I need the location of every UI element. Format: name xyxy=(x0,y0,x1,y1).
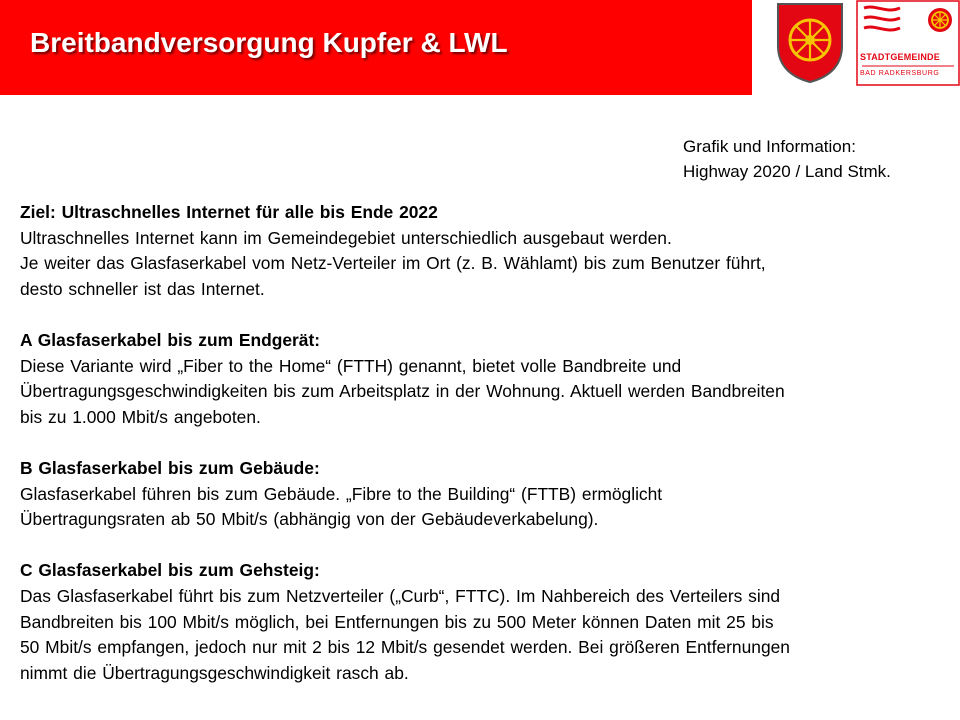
slide-title: Breitbandversorgung Kupfer & LWL xyxy=(30,27,508,58)
section-b-heading: B Glasfaserkabel bis zum Gebäude: xyxy=(20,457,320,478)
source-note xyxy=(683,134,891,184)
intro-line-3: desto schneller ist das Internet. xyxy=(20,278,265,299)
intro-line-1: Ultraschnelles Internet kann im Gemeindegebiet unterschiedlich ausgebaut werden. xyxy=(20,227,672,248)
spacer xyxy=(20,430,950,456)
section-b-line-2: Übertragungsraten ab 50 Mbit/s (abhängig von der Gebäudeverkabelung). xyxy=(20,509,599,530)
section-c-heading: C Glasfaserkabel bis zum Gehsteig: xyxy=(20,560,320,581)
town-logo-place: BAD RADKERSBURG xyxy=(860,70,940,77)
title-banner xyxy=(0,0,752,95)
spacer xyxy=(20,302,950,328)
spacer xyxy=(20,533,950,559)
section-c-line-4: nimmt die Übertragungsgeschwindigkeit rasch ab. xyxy=(20,662,409,683)
section-c-line-3: 50 Mbit/s empfangen, jedoch nur mit 2 bis 12 Mbit/s gesendet werden. Bei größeren Entfernungen xyxy=(20,637,790,658)
section-a-line-3: bis zu 1.000 Mbit/s angeboten. xyxy=(20,406,261,427)
town-logo-name: STADTGEMEINDE xyxy=(860,52,940,62)
section-b-line-1: Glasfaserkabel führen bis zum Gebäude. „Fibre to the Building“ (FTTB) ermöglicht xyxy=(20,483,663,504)
section-a-heading: A Glasfaserkabel bis zum Endgerät: xyxy=(20,329,321,350)
source-line-1: Grafik und Information: xyxy=(683,137,856,156)
section-a-line-2: Übertragungsgeschwindigkeiten bis zum Arbeitsplatz in der Wohnung. Aktuell werden Bandbreiten xyxy=(20,381,785,402)
section-a-line-1: Diese Variante wird „Fiber to the Home“ (FTTH) genannt, bietet volle Bandbreite und xyxy=(20,355,682,376)
intro-line-2: Je weiter das Glasfaserkabel vom Netz-Verteiler im Ort (z. B. Wählamt) bis zum Benutzer führt, xyxy=(20,253,766,274)
section-c-line-2: Bandbreiten bis 100 Mbit/s möglich, bei Entfernungen bis zu 500 Meter können Daten mit 25 bis xyxy=(20,611,774,632)
intro-heading: Ziel: Ultraschnelles Internet für alle bis Ende 2022 xyxy=(20,202,438,222)
content-body xyxy=(20,200,950,686)
source-line-2: Highway 2020 / Land Stmk. xyxy=(683,162,891,181)
section-c-line-1: Das Glasfaserkabel führt bis zum Netzverteiler („Curb“, FTTC). Im Nahbereich des Verteilers sind xyxy=(20,585,781,606)
coat-of-arms-icon xyxy=(774,0,846,84)
